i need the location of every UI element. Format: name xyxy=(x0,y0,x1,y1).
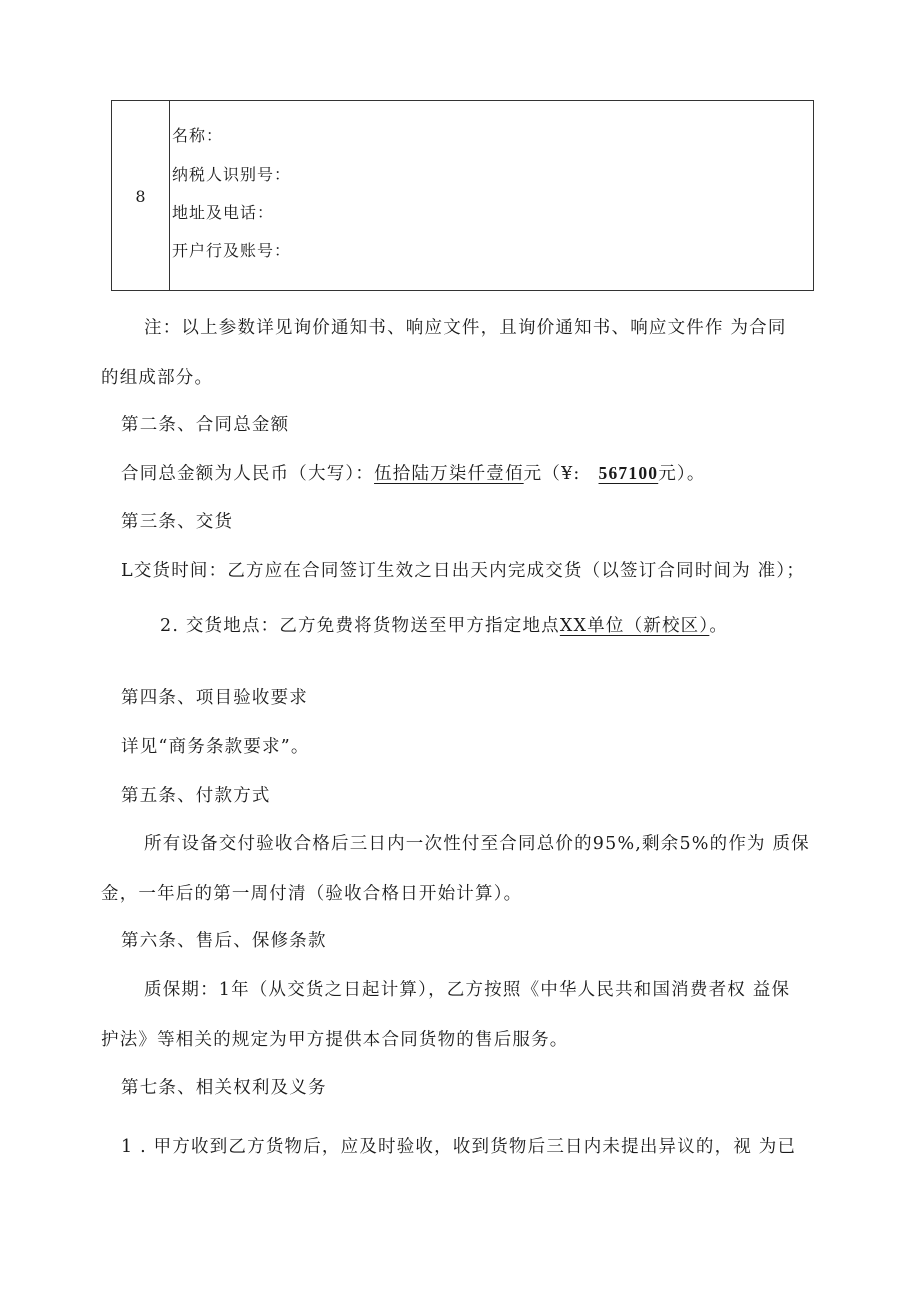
article-2-heading: 第二条、合同总金额 xyxy=(121,415,290,435)
field-name: 名称： xyxy=(172,126,224,145)
article-2-body xyxy=(121,460,706,485)
row-number: 8 xyxy=(135,187,146,206)
amount-mid: 元（¥: xyxy=(523,464,581,484)
table-divider xyxy=(169,101,170,290)
amount-suffix: 元）。 xyxy=(658,464,706,484)
amount-in-words: 伍拾陆万柒仟壹佰 xyxy=(374,464,524,484)
note-line-2: 的组成部分。 xyxy=(101,368,214,388)
article-3-heading: 第三条、交货 xyxy=(121,512,234,532)
amount-prefix: 合同总金额为人民币（大写）： xyxy=(121,464,375,484)
article-6-heading: 第六条、售后、保修条款 xyxy=(121,931,327,951)
article-6-line-1: 质保期：1年（从交货之日起计算），乙方按照《中华人民共和国消费者权 益保 xyxy=(144,980,791,1000)
delivery-location-prefix: 2. 交货地点：乙方免费将货物送至甲方指定地点 xyxy=(160,616,560,636)
article-5-line-2: 金，一年后的第一周付清（验收合格日开始计算）。 xyxy=(101,884,523,904)
article-7-heading: 第七条、相关权利及义务 xyxy=(121,1078,327,1098)
article-4-body: 详见“商务条款要求”。 xyxy=(121,737,310,757)
article-5-line-1: 所有设备交付验收合格后三日内一次性付至合同总价的95%,剩余5%的作为 质保 xyxy=(144,834,810,854)
field-address-phone: 地址及电话： xyxy=(172,203,275,222)
amount-number: 567100 xyxy=(598,463,659,483)
delivery-location xyxy=(160,612,728,637)
field-bank-account: 开户行及账号： xyxy=(172,241,292,260)
note-line-1: 注：以上参数详见询价通知书、响应文件，且询价通知书、响应文件作 为合同 xyxy=(144,318,787,338)
field-tax-id: 纳税人识别号： xyxy=(172,165,292,184)
article-6-line-2: 护法》等相关的规定为甲方提供本合同货物的售后服务。 xyxy=(101,1030,569,1050)
info-table xyxy=(111,100,814,291)
delivery-time: L交货时间：乙方应在合同签订生效之日出天内完成交货（以签订合同时间为 准）； xyxy=(121,561,806,581)
article-5-heading: 第五条、付款方式 xyxy=(121,786,271,806)
delivery-location-suffix: 。 xyxy=(709,616,729,636)
delivery-place: XX单位（新校区） xyxy=(559,616,710,636)
article-7-item-1: 1 . 甲方收到乙方货物后，应及时验收，收到货物后三日内未提出异议的，视 为已 xyxy=(121,1137,797,1157)
article-4-heading: 第四条、项目验收要求 xyxy=(121,688,308,708)
